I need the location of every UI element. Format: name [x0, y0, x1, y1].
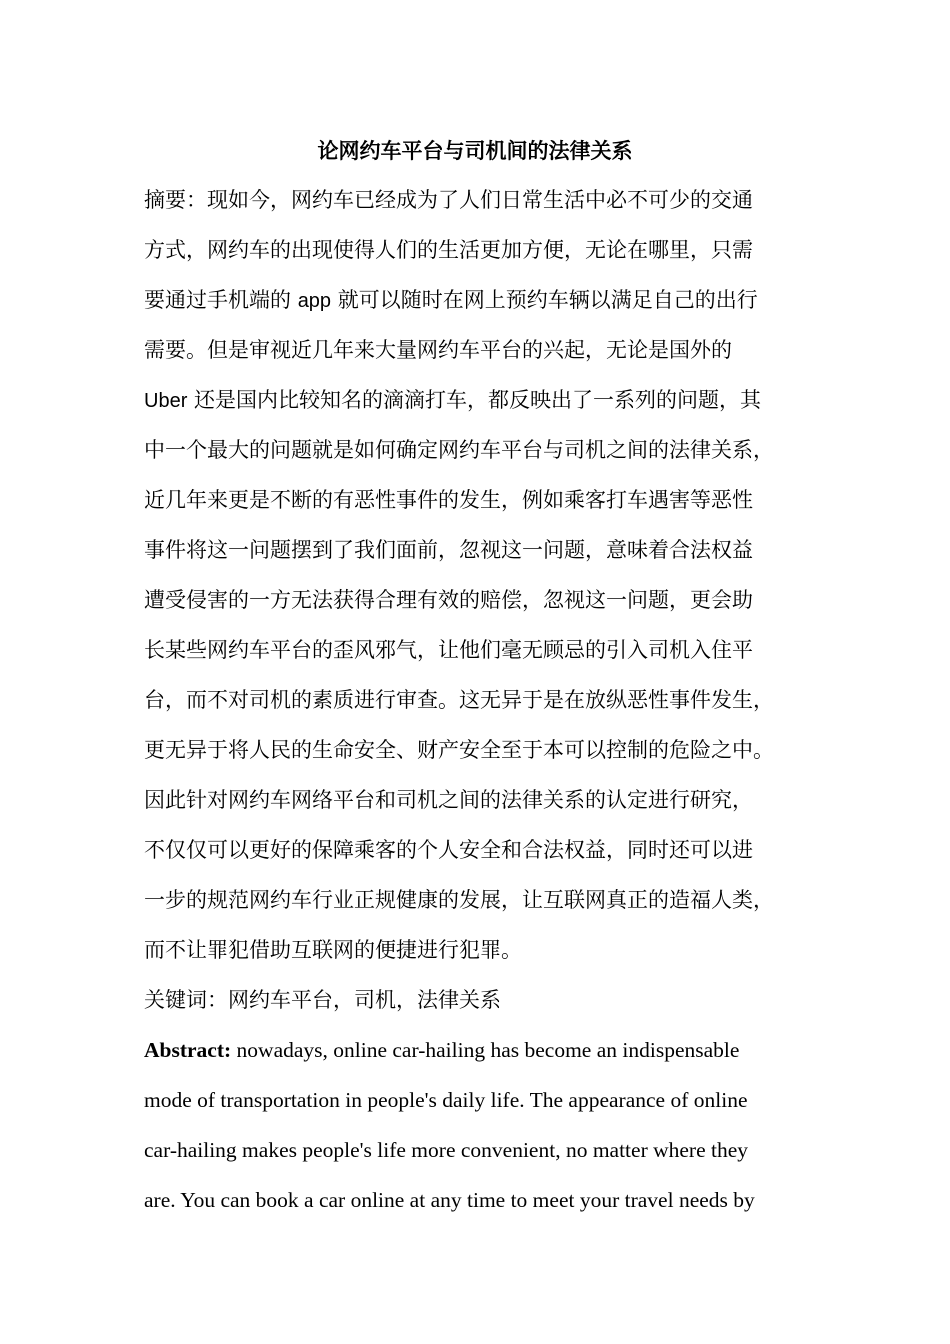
abstract-cn-line: 而不让罪犯借助互联网的便捷进行犯罪。 [144, 938, 522, 962]
text-run-latin: Uber [144, 390, 188, 412]
text-run-latin: app [297, 290, 332, 312]
abstract-en-line: car-hailing makes people's life more convenient, no matter where they [144, 1138, 749, 1162]
text-run: nowadays, online car-hailing has become an indispensable [231, 1038, 740, 1062]
abstract-cn-line: 一步的规范网约车行业正规健康的发展，让互联网真正的造福人类， [144, 888, 774, 912]
document-body [144, 175, 814, 1225]
abstract-en-label: Abstract: [144, 1038, 232, 1062]
abstract-cn-line: 方式，网约车的出现使得人们的生活更加方便，无论在哪里，只需 [144, 238, 753, 262]
abstract-cn-line: 近几年来更是不断的有恶性事件的发生，例如乘客打车遇害等恶性 [144, 488, 753, 512]
keywords-cn: 关键词：网约车平台，司机，法律关系 [144, 988, 501, 1012]
abstract-cn-line: 台，而不对司机的素质进行审查。这无异于是在放纵恶性事件发生， [144, 688, 774, 712]
text-run: 还是国内比较知名的滴滴打车，都反映出了一系列的问题，其 [187, 388, 762, 412]
abstract-en-line: mode of transportation in people's daily life. The appearance of online [144, 1088, 748, 1112]
abstract-en-line: are. You can book a car online at any time to meet your travel needs by [144, 1188, 755, 1212]
abstract-cn-line: 摘要：现如今，网约车已经成为了人们日常生活中必不可少的交通 [144, 188, 753, 212]
abstract-cn-line [144, 275, 814, 325]
abstract-cn-line: 中一个最大的问题就是如何确定网约车平台与司机之间的法律关系， [144, 438, 774, 462]
abstract-cn-line: 因此针对网约车网络平台和司机之间的法律关系的认定进行研究， [144, 788, 753, 812]
abstract-cn-line: 更无异于将人民的生命安全、财产安全至于本可以控制的危险之中。 [144, 738, 774, 762]
document-title: 论网约车平台与司机间的法律关系 [317, 138, 633, 163]
text-run: 就可以随时在网上预约车辆以满足自己的出行 [331, 288, 758, 312]
text-run: 要通过手机端的 [144, 288, 298, 312]
abstract-cn-line: 需要。但是审视近几年来大量网约车平台的兴起，无论是国外的 [144, 338, 732, 362]
abstract-cn-line: 不仅仅可以更好的保障乘客的个人安全和合法权益，同时还可以进 [144, 838, 753, 862]
abstract-cn-line: 事件将这一问题摆到了我们面前，忽视这一问题，意味着合法权益 [144, 538, 753, 562]
abstract-cn-line: 遭受侵害的一方无法获得合理有效的赔偿，忽视这一问题，更会助 [144, 588, 753, 612]
abstract-cn-line [144, 375, 814, 425]
abstract-en-line [144, 1025, 814, 1075]
abstract-cn-line: 长某些网约车平台的歪风邪气，让他们毫无顾忌的引入司机入住平 [144, 638, 753, 662]
